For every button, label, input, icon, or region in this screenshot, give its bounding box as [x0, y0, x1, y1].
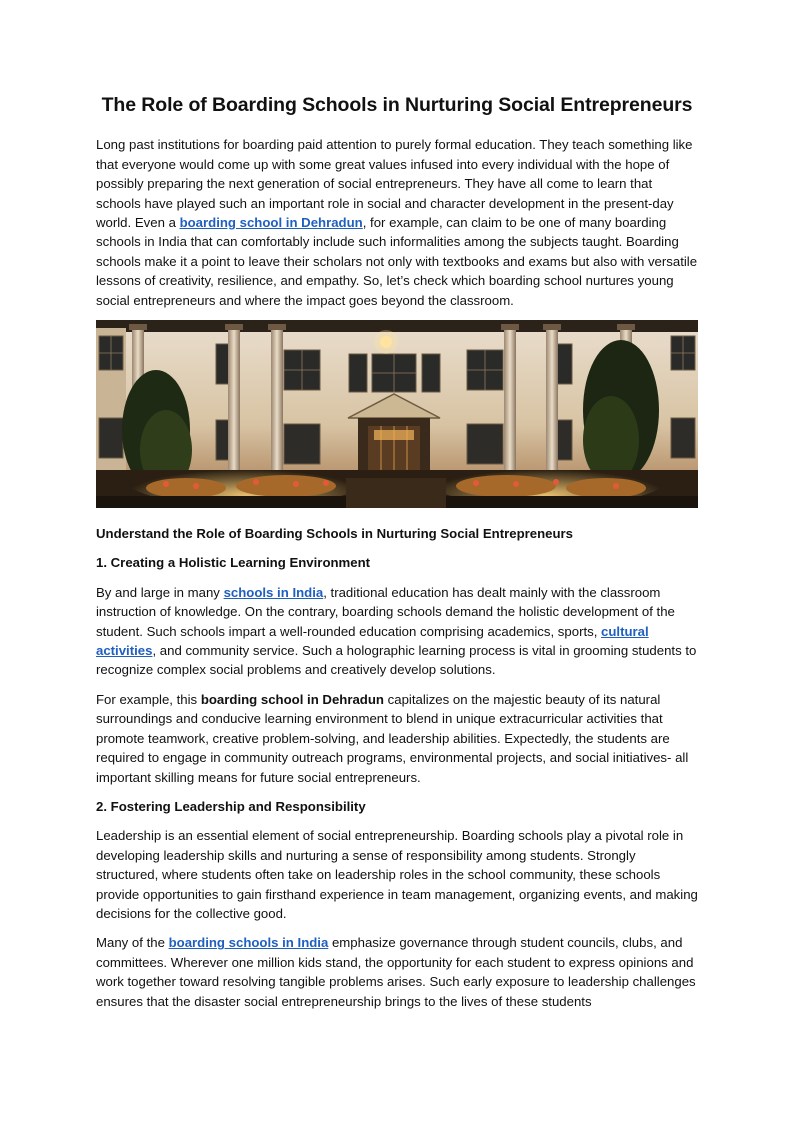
link-boarding-school-dehradun[interactable]: boarding school in Dehradun [179, 215, 363, 231]
intro-text-1: Long past institutions for boarding paid attention to purely formal education. They teach something like that everyone would come up with some great values infused into every individual with the hope of possibly preparing the next generation of social entrepreneurs. They have all come to learn that schools have played such an important role in social and character development in the present-day world. Even a [96, 137, 693, 231]
s2-text-2: emphasize governance through student councils, clubs, and committees. Wherever one million kids stand, the opportunity for each student to express opinions and work together toward resolving tangible problems arises. Such early exposure to leadership challenges ensures that the disaster social entrepreneurship brings to the lives of these students [96, 935, 696, 1009]
s2-text-1: Many of the [96, 935, 169, 951]
document-page [96, 94, 698, 1021]
section-heading: Understand the Role of Boarding Schools in Nurturing Social Entrepreneurs [96, 526, 573, 542]
intro-text-2: , for example, can claim to be one of many boarding schools in India that can comfortably include such informalities among the subjects taught. Boarding schools make it a point to leave their scholars not only with textbooks and exams but also with versatile lessons of creativity, resilience, and empathy. So, let’s check which boarding school nurtures young social entrepreneurs and where the impact goes beyond the classroom. [96, 215, 698, 308]
bold-boarding-school-dehradun: boarding school in Dehradun [200, 691, 384, 707]
paragraph-s1-2 [96, 690, 698, 787]
paragraph-s2-2 [96, 933, 698, 1011]
s1-text-5: capitalizes on the majestic beauty of its natural surroundings and conducive learning environment to blend in unique extracurricular activities that promote teamwork, creative problem-solving, and leadership abilities. Expectedly, the students are required to engage in community outreach programs, environmental projects, and social initiatives- all important skilling means for future social entrepreneurs. [96, 691, 689, 785]
s1-text-1: By and large in many [96, 584, 224, 600]
s1-text-2: , traditional education has dealt mainly with the classroom instruction of knowledge. On the contrary, boarding schools demand the holistic development of the student. Such schools impart a well-rounded education comprising academics, sports, [96, 584, 675, 639]
subheading-2: 2. Fostering Leadership and Responsibility [96, 798, 366, 814]
link-boarding-schools-in-india[interactable]: boarding schools in India [168, 935, 329, 951]
school-building-photo [96, 320, 698, 508]
link-cultural-activities[interactable]: cultural activities [96, 623, 649, 659]
subheading-1: 1. Creating a Holistic Learning Environment [96, 555, 371, 571]
link-schools-in-india[interactable]: schools in India [223, 584, 324, 600]
s1-text-4: For example, this [96, 691, 201, 707]
paragraph-s1-1 [96, 583, 698, 680]
paragraph-s2-1: Leadership is an essential element of social entrepreneurship. Boarding schools play a pivotal role in developing leadership skills and nurturing a sense of responsibility among students. Strongly structured, where students often take on leadership roles in the school community, these schools provide opportunities to gain firsthand experience in team management, organizing events, and making decisions for the collective good. [96, 828, 698, 921]
s1-text-3: , and community service. Such a holographic learning process is vital in grooming students to recognize complex social problems and creatively develop solutions. [96, 643, 697, 678]
page-title: The Role of Boarding Schools in Nurturing Social Entrepreneurs [101, 94, 693, 116]
intro-paragraph [96, 135, 698, 310]
